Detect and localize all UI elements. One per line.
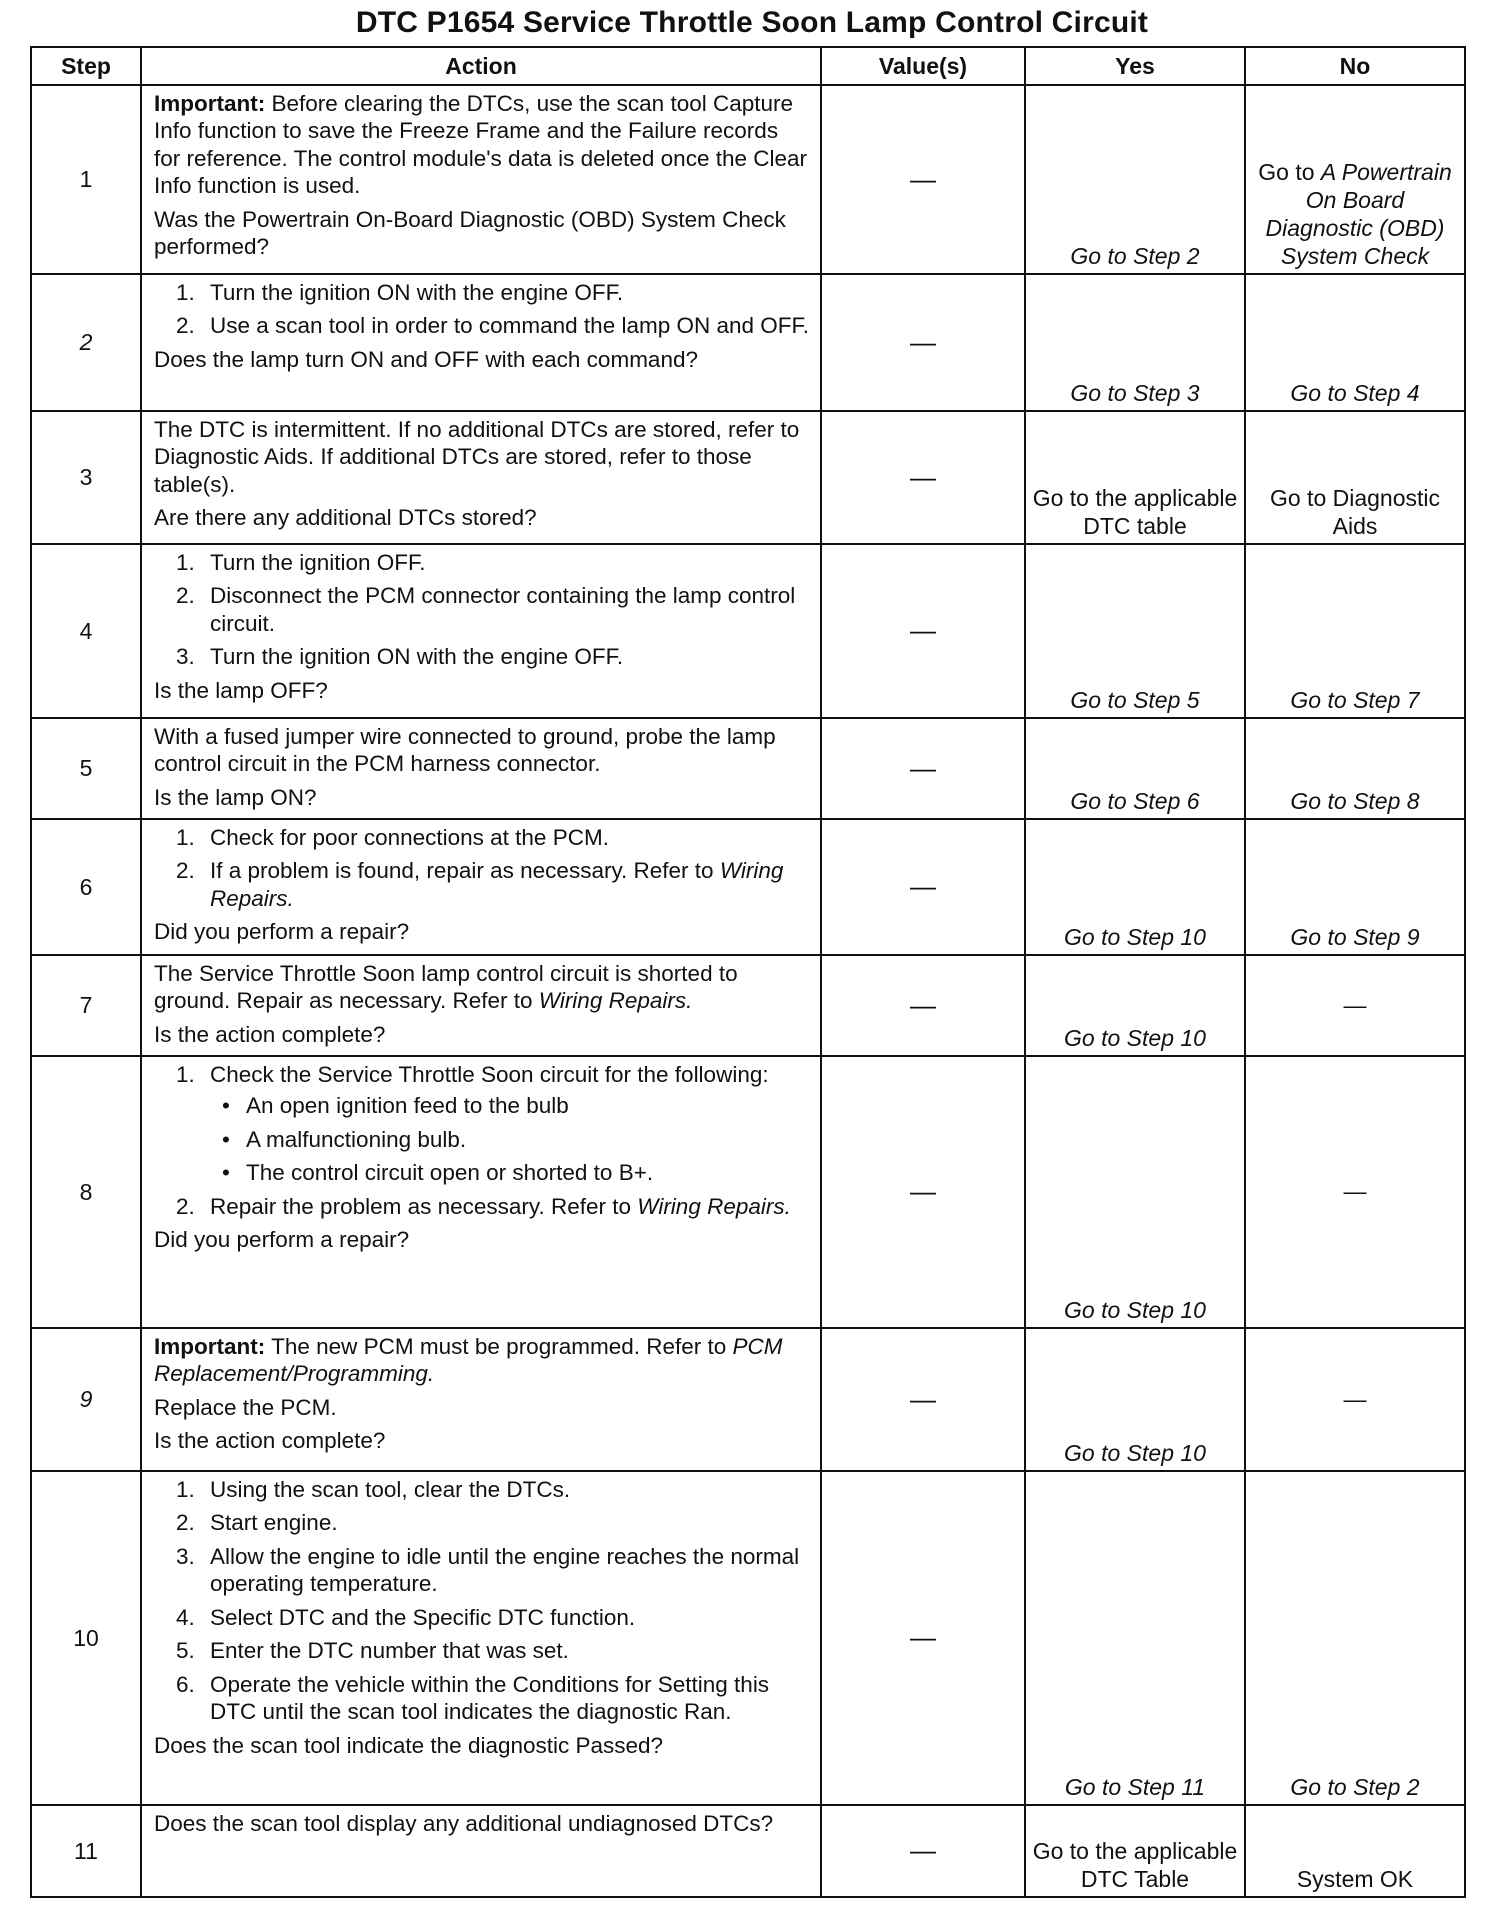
- header-step: Step: [31, 47, 141, 85]
- table-row: [31, 1471, 1465, 1805]
- value-cell: —: [821, 85, 1025, 274]
- wiring-repairs-ref: Wiring Repairs.: [210, 858, 784, 911]
- yes-cell: Go to the applicable DTC Table: [1025, 1805, 1245, 1897]
- header-action: Action: [141, 47, 821, 85]
- question-text: Did you perform a repair?: [154, 1227, 410, 1253]
- step-number: 5: [31, 718, 141, 819]
- yes-cell: Go to the applicable DTC table: [1025, 411, 1245, 544]
- value-cell: —: [821, 274, 1025, 411]
- question-text: Does the scan tool indicate the diagnostic Passed?: [154, 1732, 664, 1758]
- yes-cell: Go to Step 2: [1025, 85, 1245, 274]
- yes-cell: Go to Step 10: [1025, 955, 1245, 1056]
- action-cell: [141, 1328, 821, 1471]
- no-cell: —: [1245, 955, 1465, 1056]
- value-cell: —: [821, 1328, 1025, 1471]
- table-row: [31, 819, 1465, 955]
- action-list: [154, 1476, 810, 1726]
- list-item: 2. Start engine.: [176, 1510, 338, 1536]
- table-row: [31, 718, 1465, 819]
- list-item: 2. Repair the problem as necessary. Refer to Wiring Repairs.: [176, 1193, 791, 1219]
- action-text: The Service Throttle Soon lamp control circuit is shorted to ground. Repair as necessary. Refer to Wiring Repairs.: [154, 961, 738, 1014]
- step-number: 9: [31, 1328, 141, 1471]
- action-list: [154, 824, 810, 912]
- important-text: Before clearing the DTCs, use the scan tool Capture Info function to save the Freeze Frame and the Failure records for reference. The control module's data is deleted once the Clear Info function is used.: [154, 91, 808, 199]
- list-item: 1. Check the Service Throttle Soon circuit for the following: • An open ignition feed to the bulb • A malfunctioning bulb. • The control circuit open or shorted to B+.: [154, 1061, 810, 1187]
- question-text: Is the action complete?: [154, 1021, 386, 1047]
- no-cell: —: [1245, 1328, 1465, 1471]
- step-number: 10: [31, 1471, 141, 1805]
- question-text: Was the Powertrain On-Board Diagnostic (OBD) System Check performed?: [154, 206, 786, 260]
- no-cell: Go to Diagnostic Aids: [1245, 411, 1465, 544]
- pcm-programming-ref: PCM Replacement/Programming.: [154, 1334, 783, 1387]
- action-text: With a fused jumper wire connected to ground, probe the lamp control circuit in the PCM harness connector.: [154, 724, 776, 777]
- step-number: 1: [31, 85, 141, 274]
- list-item: 3. Turn the ignition ON with the engine OFF.: [176, 644, 624, 670]
- no-prefix: Go to: [1258, 158, 1321, 185]
- yes-cell: Go to Step 10: [1025, 1056, 1245, 1328]
- action-cell: [141, 718, 821, 819]
- important-label: Important:: [154, 1334, 266, 1359]
- step-number: 11: [31, 1805, 141, 1897]
- yes-cell: Go to Step 10: [1025, 819, 1245, 955]
- no-cell: Go to Step 4: [1245, 274, 1465, 411]
- value-cell: —: [821, 718, 1025, 819]
- table-row: [31, 1805, 1465, 1897]
- action-cell: [141, 1056, 821, 1328]
- important-note: Important: The new PCM must be programmed. Refer to PCM Replacement/Programming.: [154, 1334, 783, 1387]
- value-cell: —: [821, 1805, 1025, 1897]
- page-title: DTC P1654 Service Throttle Soon Lamp Control Circuit: [355, 6, 1149, 39]
- table-row: [31, 274, 1465, 411]
- list-item: 1. Turn the ignition ON with the engine OFF.: [176, 280, 624, 305]
- action-cell: [141, 955, 821, 1056]
- bullet-item: • An open ignition feed to the bulb: [222, 1093, 569, 1119]
- no-cell: Go to Step 7: [1245, 544, 1465, 718]
- list-item: 5. Enter the DTC number that was set.: [176, 1638, 569, 1664]
- question-text: Is the lamp OFF?: [154, 677, 328, 703]
- value-cell: —: [821, 1471, 1025, 1805]
- value-cell: —: [821, 819, 1025, 955]
- no-cell: Go to Step 8: [1245, 718, 1465, 819]
- action-text: The DTC is intermittent. If no additional DTCs are stored, refer to Diagnostic Aids. If additional DTCs are stored, refer to those table(s).: [154, 417, 800, 497]
- header-yes: Yes: [1025, 47, 1245, 85]
- action-cell: [141, 274, 821, 411]
- list-item: 2. If a problem is found, repair as necessary. Refer to Wiring Repairs.: [176, 858, 784, 911]
- step-number: 8: [31, 1056, 141, 1328]
- list-item: 2. Disconnect the PCM connector containing the lamp control circuit.: [176, 583, 796, 636]
- question-text: Are there any additional DTCs stored?: [154, 505, 537, 531]
- action-list: [154, 1061, 810, 1220]
- important-note: [154, 90, 810, 200]
- action-cell: [141, 819, 821, 955]
- table-row: [31, 544, 1465, 718]
- step-number: 6: [31, 819, 141, 955]
- yes-cell: Go to Step 6: [1025, 718, 1245, 819]
- important-label: Important:: [154, 91, 266, 116]
- action-cell: [141, 85, 821, 274]
- list-item: 1. Check for poor connections at the PCM.: [176, 825, 609, 850]
- value-cell: —: [821, 411, 1025, 544]
- question-text: Did you perform a repair?: [154, 919, 410, 945]
- value-cell: —: [821, 1056, 1025, 1328]
- table-row: [31, 1328, 1465, 1471]
- question-text: Is the lamp ON?: [154, 784, 317, 810]
- list-item: 4. Select DTC and the Specific DTC function.: [176, 1604, 636, 1630]
- list-item: 3. Allow the engine to idle until the engine reaches the normal operating temperature.: [176, 1543, 800, 1597]
- list-item: 1. Using the scan tool, clear the DTCs.: [176, 1477, 571, 1502]
- step-number: 3: [31, 411, 141, 544]
- value-cell: —: [821, 955, 1025, 1056]
- step-number: 7: [31, 955, 141, 1056]
- yes-cell: Go to Step 11: [1025, 1471, 1245, 1805]
- list-item: 2. Use a scan tool in order to command the lamp ON and OFF.: [176, 313, 810, 339]
- table-row: [31, 1056, 1465, 1328]
- no-cell: Go to Step 2: [1245, 1471, 1465, 1805]
- yes-cell: Go to Step 3: [1025, 274, 1245, 411]
- no-cell: Go to Step 9: [1245, 819, 1465, 955]
- table-row: [31, 411, 1465, 544]
- bullet-item: • The control circuit open or shorted to B+.: [222, 1160, 654, 1186]
- list-item: 6. Operate the vehicle within the Conditions for Setting this DTC until the scan tool indicates the diagnostic Ran.: [176, 1671, 770, 1725]
- question-text: Does the scan tool display any additional undiagnosed DTCs?: [154, 1811, 774, 1836]
- action-list: [154, 279, 810, 340]
- no-cell: —: [1245, 1056, 1465, 1328]
- yes-cell: Go to Step 10: [1025, 1328, 1245, 1471]
- header-values: Value(s): [821, 47, 1025, 85]
- action-list: [154, 549, 810, 671]
- step-number: 4: [31, 544, 141, 718]
- step-number: 2: [31, 274, 141, 411]
- value-cell: —: [821, 544, 1025, 718]
- action-cell: [141, 1805, 821, 1897]
- action-cell: [141, 544, 821, 718]
- yes-cell: Go to Step 5: [1025, 544, 1245, 718]
- question-text: Is the action complete?: [154, 1428, 386, 1454]
- action-cell: [141, 411, 821, 544]
- table-row: [31, 955, 1465, 1056]
- bullet-list: [210, 1092, 810, 1186]
- no-link-text: A Powertrain On Board Diagnostic (OBD) System Check: [1265, 158, 1452, 269]
- no-cell: System OK: [1245, 1805, 1465, 1897]
- no-cell: [1245, 85, 1465, 274]
- question-text: Does the lamp turn ON and OFF with each command?: [154, 346, 698, 372]
- wiring-repairs-ref: Wiring Repairs.: [637, 1193, 791, 1219]
- header-no: No: [1245, 47, 1465, 85]
- action-cell: [141, 1471, 821, 1805]
- diagnostic-table: [30, 46, 1466, 1898]
- table-row: [31, 85, 1465, 274]
- wiring-repairs-ref: Wiring Repairs.: [538, 988, 693, 1014]
- table-header-row: [31, 47, 1465, 85]
- list-item: 1. Turn the ignition OFF.: [176, 550, 426, 575]
- bullet-item: • A malfunctioning bulb.: [222, 1126, 467, 1152]
- action-text: Replace the PCM.: [154, 1394, 337, 1420]
